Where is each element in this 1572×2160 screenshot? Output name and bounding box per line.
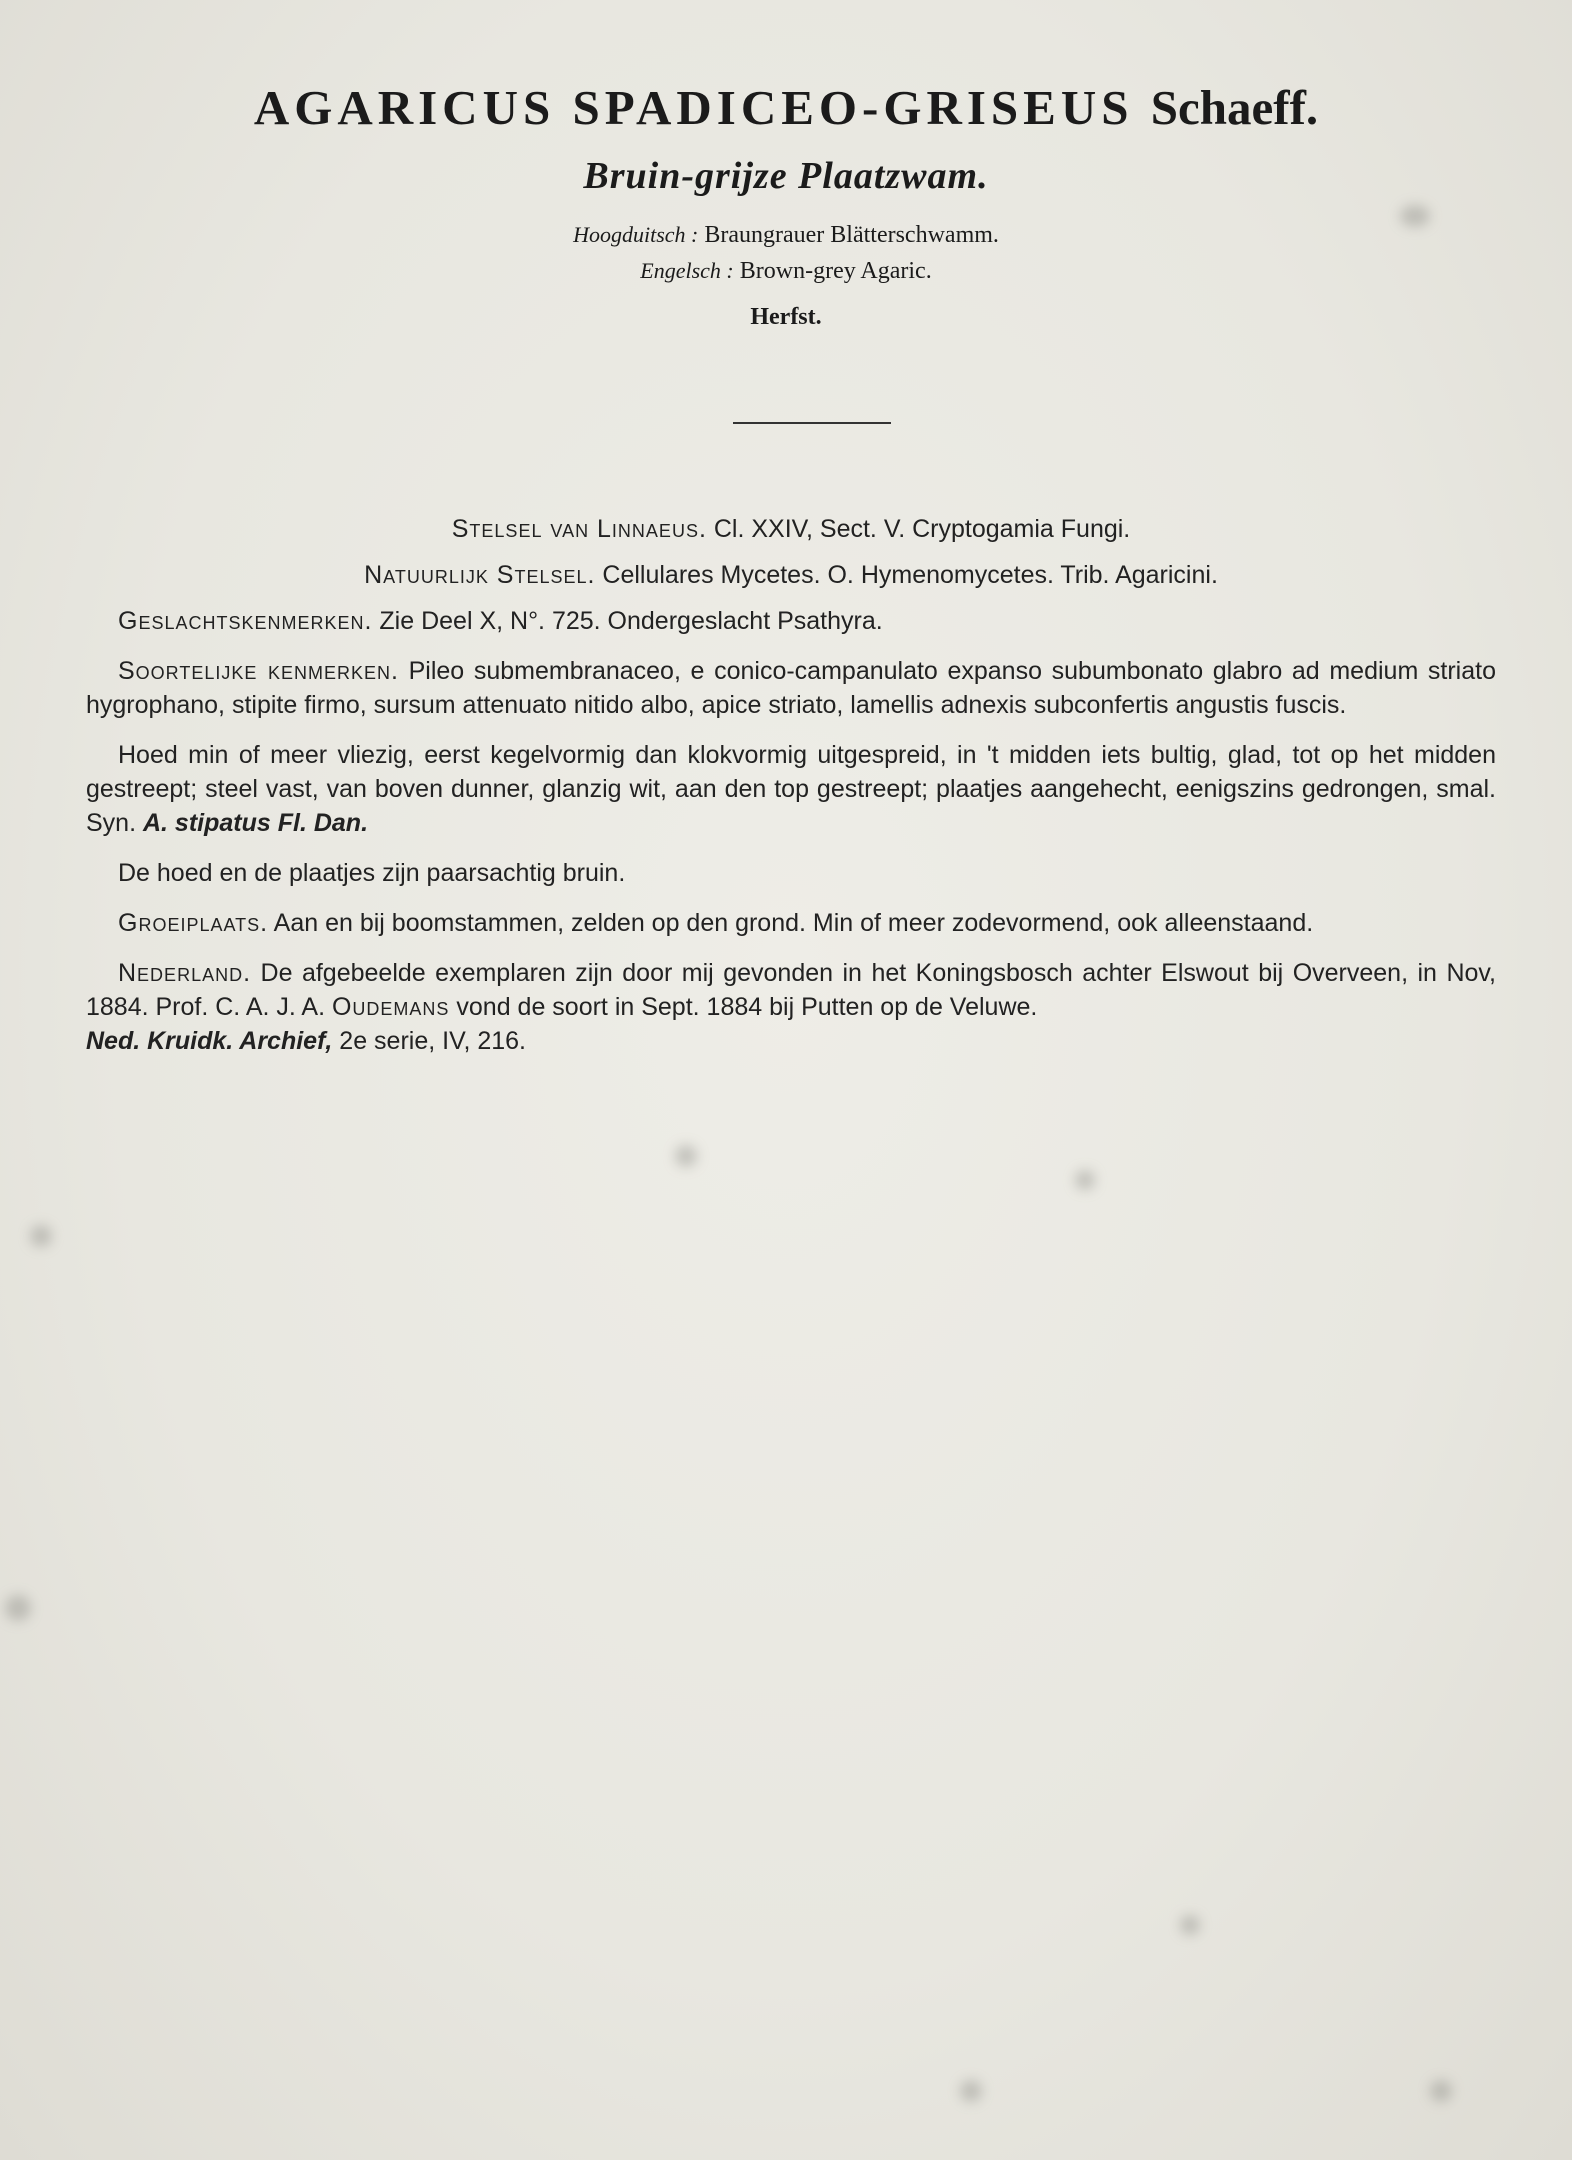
- nl-label: Nederland.: [118, 959, 252, 987]
- linnaeus-label: Stelsel van Linnaeus.: [451, 515, 707, 543]
- german-name-line: [0, 220, 1572, 250]
- nl-text-2: vond de soort in Sept. 1884 bij Putten op de Veluwe.: [456, 993, 1038, 1021]
- english-name-line: [0, 256, 1572, 286]
- english-name: Brown-grey Agaric.: [739, 258, 932, 284]
- netherlands-records: [86, 956, 1496, 1058]
- description-text: Hoed min of meer vliezig, eerst kegelvormig dan klokvormig uitgespreid, in 't midden iets bultig, glad, tot op het midden gestreept; steel vast, van boven dunner, glanzig wit, aan den top gestreept; plaatjes aangehecht, eenigszins gedrongen, smal. Syn.: [86, 741, 1496, 837]
- reference-text: 2e serie, IV, 216.: [339, 1027, 527, 1055]
- genus-text: Zie Deel X, N°. 725. Ondergeslacht Psathyra.: [379, 607, 883, 635]
- linnaeus-text: Cl. XXIV, Sect. V. Cryptogamia Fungi.: [713, 515, 1131, 543]
- foxing-spot: [5, 1595, 31, 1621]
- color-note: De hoed en de plaatjes zijn paarsachtig bruin.: [118, 859, 626, 887]
- season: Herfst.: [750, 304, 822, 330]
- species-characters: [86, 654, 1496, 722]
- foxing-spot: [1180, 1915, 1200, 1935]
- natural-system: [86, 558, 1496, 592]
- foxing-spot: [1075, 1170, 1095, 1190]
- habitat-text: Aan en bij boomstammen, zelden op den grond. Min of meer zodevormend, ook alleenstaand.: [273, 909, 1314, 937]
- species-label: Soortelijke kenmerken.: [118, 657, 399, 685]
- linnaeus-system: [86, 512, 1496, 546]
- foxing-spot: [30, 1225, 52, 1247]
- foxing-spot: [1430, 2080, 1452, 2102]
- reference-source: Ned. Kruidk. Archief,: [86, 1027, 333, 1055]
- german-label: Hoogduitsch :: [573, 222, 699, 247]
- foxing-spot: [960, 2080, 982, 2102]
- dutch-description: [86, 738, 1496, 840]
- species-text: Pileo submembranaceo, e conico-campanulato expanso subumbonato glabro ad medium striato hygrophano, stipite firmo, sursum attenuato nitido albo, apice striato, lamellis adnexis subconfertis angustis fuscis.: [86, 657, 1496, 719]
- species-title-main: AGARICUS SPADICEO-GRISEUS: [253, 80, 1134, 135]
- nl-person: Oudemans: [331, 993, 450, 1021]
- divider-rule: [733, 422, 891, 424]
- genus-characters: [86, 604, 1496, 638]
- genus-label: Geslachtskenmerken.: [118, 607, 373, 635]
- natural-label: Natuurlijk Stelsel.: [364, 561, 596, 589]
- habitat-label: Groeiplaats.: [118, 909, 269, 937]
- description-body: [86, 512, 1496, 1074]
- nl-text-1: De afgebeelde exemplaren zijn door mij gevonden in het Koningsbosch achter Elswout bij Overveen, in Nov, 1884. Prof. C. A. J. A.: [86, 959, 1496, 1021]
- habitat: [86, 906, 1496, 940]
- dutch-name: Bruin-grijze Plaatzwam.: [583, 155, 989, 197]
- english-label: Engelsch :: [640, 258, 734, 283]
- synonym: A. stipatus Fl. Dan.: [142, 809, 369, 837]
- species-title: [0, 72, 1572, 144]
- page-header: [0, 72, 1572, 331]
- species-author: Schaeff.: [1150, 80, 1319, 135]
- foxing-spot: [675, 1145, 697, 1167]
- natural-text: Cellulares Mycetes. O. Hymenomycetes. Trib. Agaricini.: [602, 561, 1218, 589]
- german-name: Braungrauer Blätterschwamm.: [704, 222, 999, 248]
